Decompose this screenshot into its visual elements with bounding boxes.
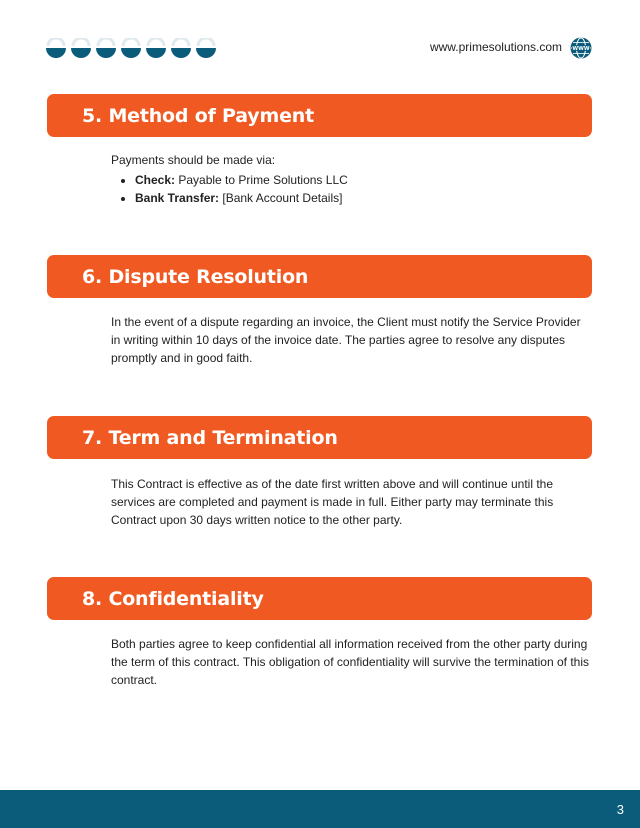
- section-header-term: [47, 416, 592, 459]
- page-number: 3: [616, 802, 624, 817]
- paragraph: Both parties agree to keep confidential all information received from the other party during the term of this contract. This obligation of confidentiality will survive the termination of this contract.: [111, 637, 590, 687]
- paragraph: In the event of a dispute regarding an invoice, the Client must notify the Service Provider in writing within 10 days of the invoice date. The parties agree to resolve any disputes promptly and in good faith.: [111, 315, 581, 365]
- section-title: 6. Dispute Resolution: [82, 265, 309, 288]
- list-item: • Bank Transfer: [Bank Account Details]: [135, 189, 593, 207]
- payment-list: [111, 171, 593, 207]
- section-title: 7. Term and Termination: [82, 426, 338, 449]
- section-header-payment: [47, 94, 592, 137]
- section-title: 5. Method of Payment: [82, 104, 314, 127]
- section-body-dispute: [111, 313, 593, 367]
- list-item: • Check: Payable to Prime Solutions LLC: [135, 171, 593, 189]
- section-header-confidentiality: [47, 577, 592, 620]
- section-body-payment: [111, 151, 593, 207]
- section-title: 8. Confidentiality: [82, 587, 264, 610]
- payment-intro: Payments should be made via:: [111, 153, 276, 167]
- globe-icon: [570, 37, 592, 59]
- section-body-term: [111, 475, 593, 529]
- svg-text:WWW: WWW: [572, 45, 590, 52]
- decorative-pattern: [46, 38, 218, 58]
- section-header-dispute: [47, 255, 592, 298]
- section-body-confidentiality: [111, 635, 593, 689]
- paragraph: This Contract is effective as of the date first written above and will continue until the services are completed and payment is made in full. Either party may terminate this Contract upon 30 days written notice to the other party.: [111, 477, 554, 527]
- footer-bar: [0, 790, 640, 828]
- website-url[interactable]: www.primesolutions.com: [429, 40, 562, 54]
